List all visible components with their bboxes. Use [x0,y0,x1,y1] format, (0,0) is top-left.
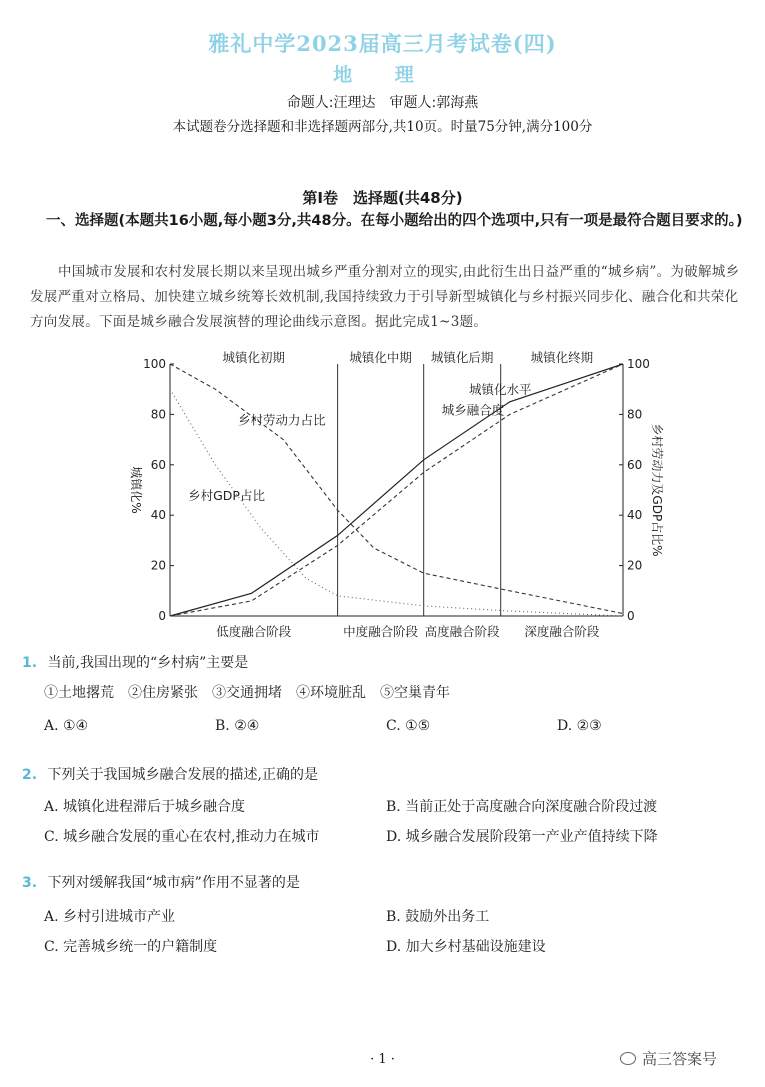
stage-label: 深度融合阶段 [524,624,600,639]
right-tick-label: 20 [627,558,643,573]
subject-title: 地 理 [333,64,432,86]
question-number: 3. [22,875,38,891]
series-label: 乡村劳动力占比 [237,412,326,428]
stage-label: 中度融合阶段 [343,624,419,639]
option-c[interactable]: C. 城乡融合发展的重心在农村,推动力在城市 [44,829,320,845]
stage-label: 高度融合阶段 [424,624,500,639]
question-items: ①土地撂荒 ②住房紧张 ③交通拥堵 ④环境脏乱 ⑤空巢青年 [44,685,450,701]
left-tick-label: 60 [150,457,166,472]
urban-rural-chart [118,350,664,642]
option-b[interactable]: B. 鼓励外出务工 [386,909,490,925]
question-stem: 当前,我国出现的“乡村病”主要是 [47,655,249,671]
series-label: 城乡融合度 [441,402,505,418]
period-label: 城镇化后期 [430,350,494,365]
question-3 [22,872,742,892]
option-d[interactable]: D. 城乡融合发展阶段第一产业产值持续下降 [386,829,658,845]
period-label: 城镇化初期 [222,350,286,365]
left-tick-label: 0 [158,609,166,623]
left-tick-label: 40 [150,508,166,523]
option-d[interactable]: D. ②③ [557,718,602,734]
left-tick-label: 20 [150,558,166,573]
option-b[interactable]: B. 当前正处于高度融合向深度融合阶段过渡 [386,799,658,815]
question-number: 1. [22,655,38,671]
left-axis-label: 城镇化% [129,466,143,514]
right-tick-label: 40 [627,508,643,523]
option-d[interactable]: D. 加大乡村基础设施建设 [386,939,546,955]
right-tick-label: 0 [627,609,635,623]
exam-notice: 本试题卷分选择题和非选择题两部分,共10页。时量75分钟,满分100分 [172,119,593,135]
option-c[interactable]: C. 完善城乡统一的户籍制度 [44,939,218,955]
passage-text: 中国城市发展和农村发展长期以来呈现出城乡严重分割对立的现实,由此衍生出日益严重的“城乡病”。为破解城乡发展严重对立格局、加快建立城乡统筹长效机制,我国持续致力于引导新型城镇化与乡村振兴同步化、融合化和共荣化方向发展。下面是城乡融合发展演替的理论曲线示意图。据此完成1~3题。 [30,264,740,330]
page-number: · 1 · [370,1052,395,1067]
stage-label: 低度融合阶段 [216,624,292,639]
wechat-icon [620,1052,636,1065]
exam-title: 雅礼中学2023届高三月考试卷(四) [208,31,557,56]
option-b[interactable]: B. ②④ [215,718,260,734]
left-tick-label: 100 [143,357,166,371]
period-label: 城镇化终期 [530,350,594,365]
right-tick-label: 60 [627,457,643,472]
question-2 [22,764,742,784]
watermark [620,1048,717,1069]
left-tick-label: 80 [150,407,166,422]
question-number: 2. [22,767,38,783]
option-a[interactable]: A. ①④ [44,718,89,734]
series-label: 乡村GDP占比 [188,488,265,504]
question-stem: 下列对缓解我国“城市病”作用不显著的是 [47,875,300,891]
section-instruction: 一、选择题(本题共16小题,每小题3分,共48分。在每小题给出的四个选项中,只有一项是最符合题目要求的。) [46,213,743,229]
watermark-text: 高三答案号 [642,1050,718,1068]
option-a[interactable]: A. 乡村引进城市产业 [44,909,176,925]
right-tick-label: 100 [627,357,650,371]
question-stem: 下列关于我国城乡融合发展的描述,正确的是 [47,767,318,783]
option-a[interactable]: A. 城镇化进程滞后于城乡融合度 [44,799,246,815]
option-c[interactable]: C. ①⑤ [386,718,431,734]
section-title: 第Ⅰ卷 选择题(共48分) [302,189,463,207]
period-label: 城镇化中期 [349,350,412,365]
question-1 [22,652,742,672]
authors-line: 命题人:汪理达 审题人:郭海燕 [286,95,479,111]
right-axis-label: 乡村劳动力及GDP占比% [650,423,664,557]
series-label: 城镇化水平 [468,382,532,398]
right-tick-label: 80 [627,407,643,422]
